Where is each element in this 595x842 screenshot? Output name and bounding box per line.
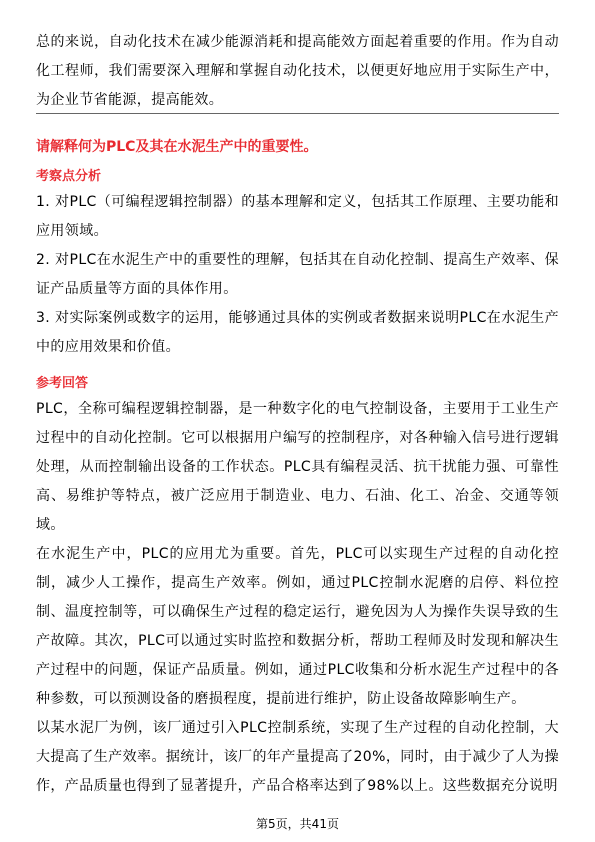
answer-paragraph: PLC，全称可编程逻辑控制器，是一种数字化的电气控制设备，主要用于工业生产过程中的自动化控制。它可以根据用户编写的控制程序，对各种输入信号进行逻辑处理，从而控制输出设备的工作状态。PLC具有编程灵活、抗干扰能力强、可靠性高、易维护等特点，被广泛应用于制造业、电力、石油、化工、冶金、交通等领域。	[36, 401, 559, 533]
page-number: 第5页，共41页	[256, 817, 339, 831]
intro-paragraph: 总的来说，自动化技术在减少能源消耗和提高能效方面起着重要的作用。作为自动化工程师，我们需要深入理解和掌握自动化技术，以便更好地应用于实际生产中，为企业节省能源，提高能效。	[36, 34, 559, 108]
document-page	[36, 0, 559, 842]
analysis-heading: 考察点分析	[36, 169, 102, 184]
analysis-item: 2. 对PLC在水泥生产中的重要性的理解，包括其在自动化控制、提高生产效率、保证产品质量等方面的具体作用。	[36, 252, 559, 297]
answer-paragraph: 在水泥生产中，PLC的应用尤为重要。首先，PLC可以实现生产过程的自动化控制，减少人工操作，提高生产效率。例如，通过PLC控制水泥磨的启停、料位控制、温度控制等，可以确保生产过程的稳定运行，避免因为人为操作失误导致的生产故障。其次，PLC可以通过实时监控和数据分析，帮助工程师及时发现和解决生产过程中的问题，保证产品质量。例如，通过PLC收集和分析水泥生产过程中的各种参数，可以预测设备的磨损程度，提前进行维护，防止设备故障影响生产。	[36, 546, 559, 707]
answer-paragraph: 以某水泥厂为例，该厂通过引入PLC控制系统，实现了生产过程的自动化控制，大大提高了生产效率。据统计，该厂的年产量提高了20%，同时，由于减少了人为操作，产品质量也得到了显著提升，产品合格率达到了98%以上。这些数据充分说明	[36, 720, 559, 794]
divider	[36, 113, 559, 114]
answer-heading: 参考回答	[36, 376, 89, 391]
analysis-item: 1. 对PLC（可编程逻辑控制器）的基本理解和定义，包括其工作原理、主要功能和应用领域。	[36, 194, 559, 239]
question-title: 请解释何为PLC及其在水泥生产中的重要性。	[36, 139, 318, 155]
analysis-item: 3. 对实际案例或数字的运用，能够通过具体的实例或者数据来说明PLC在水泥生产中的应用效果和价值。	[36, 310, 559, 355]
